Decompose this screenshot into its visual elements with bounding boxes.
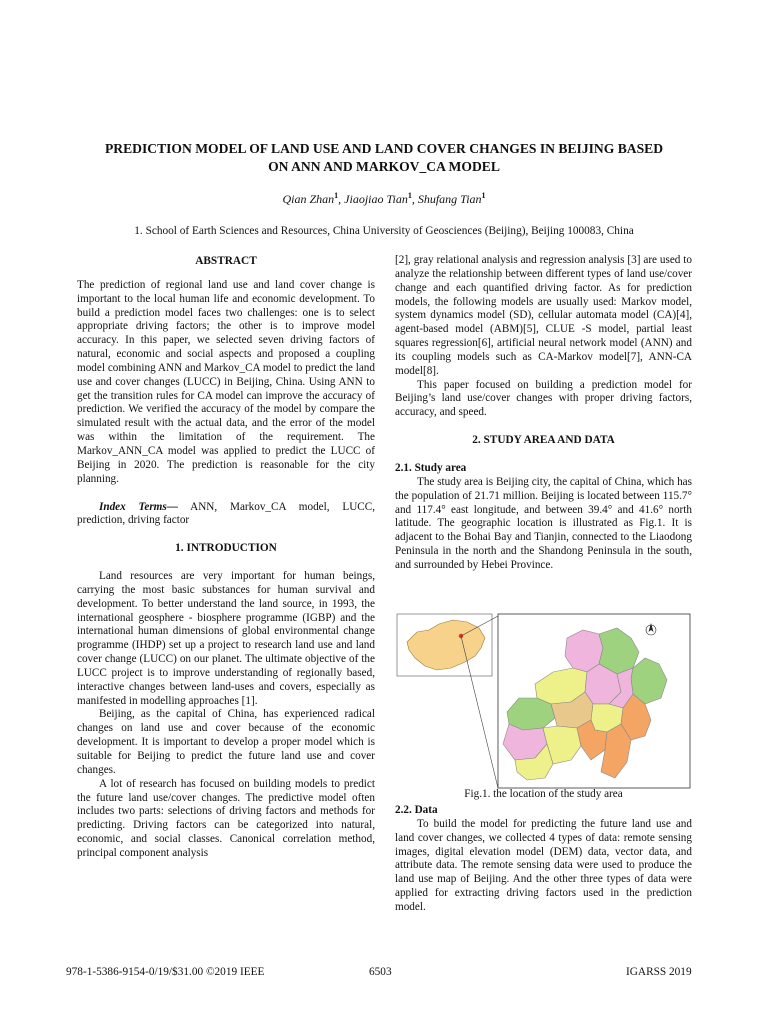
abstract-heading: ABSTRACT (195, 255, 257, 267)
title-line-1: PREDICTION MODEL OF LAND USE AND LAND COVER CHANGES IN BEIJING BASED (104, 141, 664, 156)
china-inset-map (397, 614, 492, 676)
footer-conference: IGARSS 2019 (626, 966, 692, 978)
author-name: Jiaojiao Tian (344, 192, 408, 206)
data-text: To build the model for predicting the future land use and land cover changes, we collected 4 types of data: remote sensing images, digital elevation model (DEM) data, vector data, and attribute data. The remote sensing data were used to produce the land use map of Beijing. And the other three types of data were applied for extracting driving factors used in the prediction model. (395, 817, 692, 913)
location-figure (395, 612, 692, 790)
intro-heading: 1. INTRODUCTION (175, 542, 277, 555)
data-heading: 2.2. Data (395, 804, 438, 816)
right-column-lower (395, 804, 692, 915)
author-list: Qian Zhan$^1$, Jiaojiao Tian$^1$, Shufang Tian$^1$ (282, 191, 486, 206)
left-column (77, 255, 375, 861)
intro-paragraph-2: Beijing, as the capital of China, has experienced radical changes on land use and cover because of the economic development. It is important to develop a proper model which is suitable for Beijing to predict the future land use and cover changes. (77, 708, 375, 776)
title-line-2: ON ANN AND MARKOV_CA MODEL (268, 159, 500, 174)
intro-paragraph-3: A lot of research has focused on building models to predict the future land use/cover changes. The predictive model often includes two parts: selections of driving factors and methods for predicting. Driving factors can be categorized into natural, economic, and social classes. Canonical correlation method, principal component analysis (77, 777, 375, 859)
author-name: Qian Zhan (282, 192, 335, 206)
paper-title (60, 140, 708, 176)
author-name: Shufang Tian (417, 192, 482, 206)
page-number: 6503 (369, 966, 392, 978)
figure-caption: Fig.1. the location of the study area (464, 788, 623, 800)
footer-copyright: 978-1-5386-9154-0/19/$31.00 ©2019 IEEE (66, 966, 265, 978)
affiliation: 1. School of Earth Sciences and Resources, China University of Geosciences (Beijing), Beijing 100083, China (134, 225, 634, 237)
author-affil-mark: 1 (334, 191, 339, 200)
index-terms-text: ANN, Markov_CA model, LUCC, prediction, driving factor (77, 500, 375, 527)
index-terms (77, 501, 375, 529)
study-area-data-heading: 2. STUDY AREA AND DATA (472, 434, 615, 447)
index-terms-label: Index Terms— (99, 500, 178, 513)
abstract-text: The prediction of regional land use and land cover change is important to the local human life and economic development. To build a prediction model faces two challenges: one is to select appropriate driving factors; the other is to improve model accuracy. In this paper, we selected seven driving factors of natural, economic and social aspects and proposed a coupling model combining ANN and Markov_CA model to predict the land use and cover changes (LUCC) in Beijing, China. Using ANN to get the transition rules for CA model can improve the accuracy of prediction. We verified the accuracy of the model by compare the simulated result with the actual data, and the error of the model was within the limitation of the requirement. The Markov_ANN_CA model was applied to predict the LUCC of Beijing in 2020. The prediction is reasonable for the city planning. (77, 278, 375, 485)
study-area-heading: 2.1. Study area (395, 461, 467, 474)
intro-paragraph-4: [2], gray relational analysis and regression analysis [3] are used to analyze the relationship between different types of land use/cover change and each quantified driving factor. As for prediction models, the following models are usually used: Markov model, system dynamics model (SD), cellular automata model (CA)[4], agent-based model (ABM)[5], CLUE -S model, partial least squares regression[6], artificial neural network model (ANN) and its coupling models such as CA-Markov model[7], ANN-CA model[8]. (395, 254, 692, 377)
author-affil-mark: 1 (407, 191, 412, 200)
intro-paragraph-5: This paper focused on building a prediction model for Beijing’s land use/cover changes with proper driving factors, accuracy, and speed. (395, 378, 692, 419)
right-column (395, 254, 692, 573)
location-map (395, 612, 692, 790)
author-affil-mark: 1 (481, 191, 486, 200)
intro-paragraph-1: Land resources are very important for human beings, carrying the most basic substances for human survival and development. To better understand the land source, in 1993, the international geosphere - biosphere programme (IGBP) and the international human dimensions of global environmental change programme (IHDP) set up a project to research land use and land cover change (LUCC) on our planet. The ultimate objective of the LUCC project is to improve understanding of regionally based, interactive changes between land-uses and covers, especially as manifested in modelling approaches [1]. (77, 570, 375, 707)
study-area-text: The study area is Beijing city, the capital of China, which has the population of 21.71 million. Beijing is located between 115.7° and 117.4° east longitude, and between 39.4° and 41.6° north latitude. The geographic location is illustrated as Fig.1. It is adjacent to the Bohai Bay and Tianjin, connected to the Liaodong Peninsula in the north and the Shandong Peninsula in the south, and surrounded by Hebei Province. (395, 475, 692, 571)
